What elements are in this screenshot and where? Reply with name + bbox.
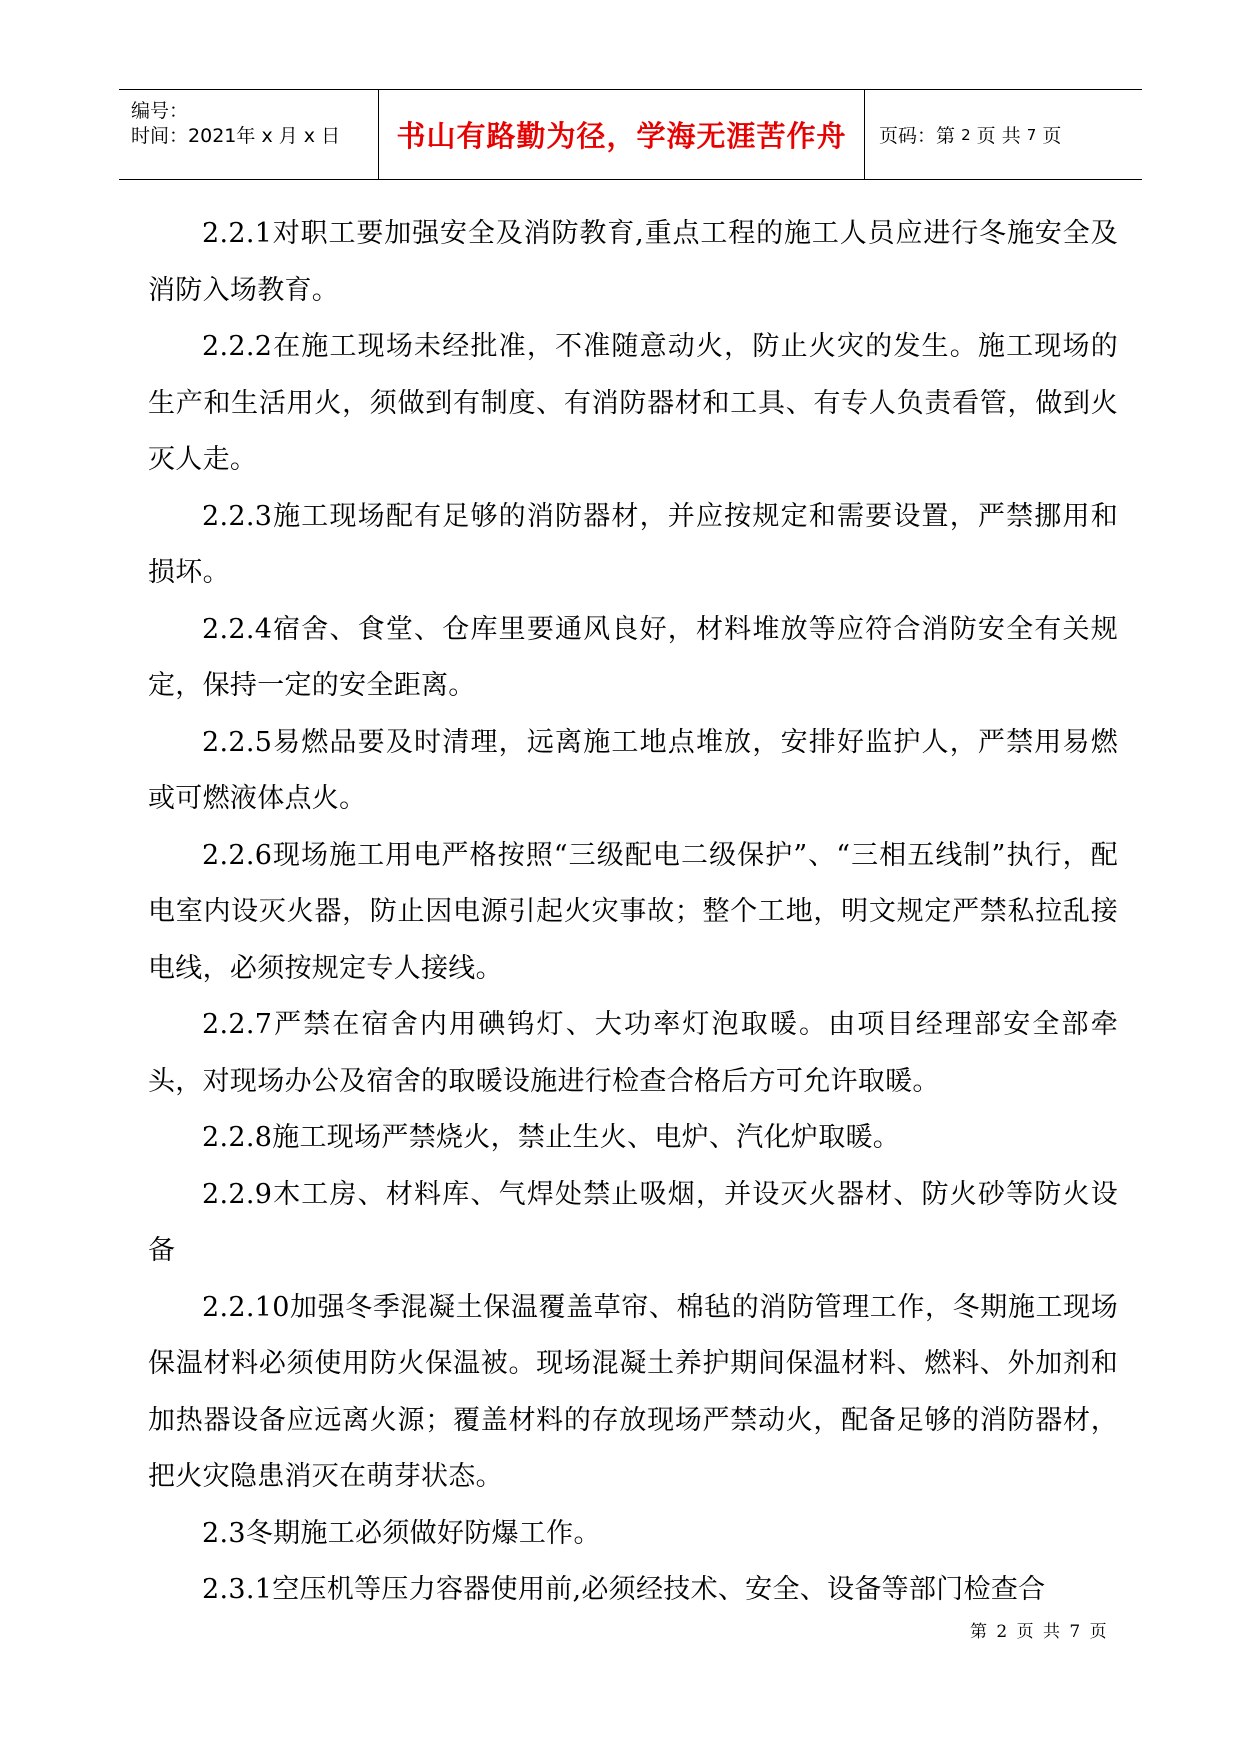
paragraph-2-3-1: 2.3.1空压机等压力容器使用前,必须经技术、安全、设备等部门检查合: [202, 1574, 1046, 1605]
time-year: 2021: [188, 125, 237, 147]
header-page-cell: [865, 90, 1142, 179]
page-footer: 第 2 页 共 7 页: [970, 1622, 1109, 1642]
paragraph-2-2-8: 2.2.8施工现场严禁烧火，禁止生火、电炉、汽化炉取暖。: [202, 1122, 901, 1153]
page-label: 页码：第: [879, 125, 956, 147]
page-header: [119, 89, 1142, 180]
time-label: 时间：: [131, 125, 189, 147]
page-mid: 页 共: [976, 125, 1021, 147]
paragraph-2-2-3: 2.2.3施工现场配有足够的消防器材，并应按规定和需要设置，严禁挪用和损坏。: [148, 500, 1118, 588]
document-time: [131, 121, 340, 148]
document-number-label: 编号：: [131, 100, 189, 122]
paragraph-2-2-9: 2.2.9木工房、材料库、气焊处禁止吸烟，并设灭火器材、防火砂等防火设备: [148, 1178, 1118, 1266]
paragraph-2-2-6: 2.2.6现场施工用电严格按照“三级配电二级保护”、“三相五线制”执行，配电室内设灭火器，防止因电源引起火灾事故；整个工地，明文规定严禁私拉乱接电线，必须按规定专人接线。: [148, 839, 1118, 984]
time-month: x: [261, 125, 273, 147]
paragraph-2-2-4: 2.2.4宿舍、食堂、仓库里要通风良好，材料堆放等应符合消防安全有关规定，保持一定的安全距离。: [148, 613, 1118, 701]
time-year-unit: 年: [236, 125, 256, 147]
page-end: 页: [1042, 125, 1062, 147]
paragraph-2-2-2: 2.2.2在施工现场未经批准，不准随意动火，防止火灾的发生。施工现场的生产和生活用火，须做到有制度、有消防器材和工具、有专人负责看管，做到火灭人走。: [148, 331, 1118, 475]
paragraph-2-3: 2.3冬期施工必须做好防爆工作。: [202, 1517, 601, 1549]
header-meta-cell: [119, 90, 379, 179]
paragraph-2-2-10: 2.2.10加强冬季混凝土保温覆盖草帘、棉毡的消防管理工作，冬期施工现场保温材料必须使用防火保温被。现场混凝土养护期间保温材料、燃料、外加剂和加热器设备应远离火源；覆盖材料的存放现场严禁动火，配备足够的消防器材，把火灾隐患消灭在萌芽状态。: [148, 1291, 1118, 1492]
time-day: x: [303, 125, 316, 147]
paragraph-2-2-1: 2.2.1对职工要加强安全及消防教育,重点工程的施工人员应进行冬施安全及消防入场教育。: [148, 218, 1118, 306]
header-motto-cell: [379, 90, 865, 179]
document-body: [148, 206, 1118, 1619]
motto: 书山有路勤为径，学海无涯苦作舟: [396, 119, 847, 153]
page-current: 2: [961, 125, 971, 144]
time-month-unit: 月: [278, 125, 298, 147]
paragraph-2-2-7: 2.2.7严禁在宿舍内用碘钨灯、大功率灯泡取暖。由项目经理部安全部牵头，对现场办公及宿舍的取暖设施进行检查合格后方可允许取暖。: [148, 1009, 1118, 1097]
time-day-unit: 日: [321, 125, 341, 147]
paragraph-2-2-5: 2.2.5易燃品要及时清理，远离施工地点堆放，安排好监护人，严禁用易燃或可燃液体点火。: [148, 726, 1118, 814]
page-total: 7: [1026, 125, 1037, 144]
